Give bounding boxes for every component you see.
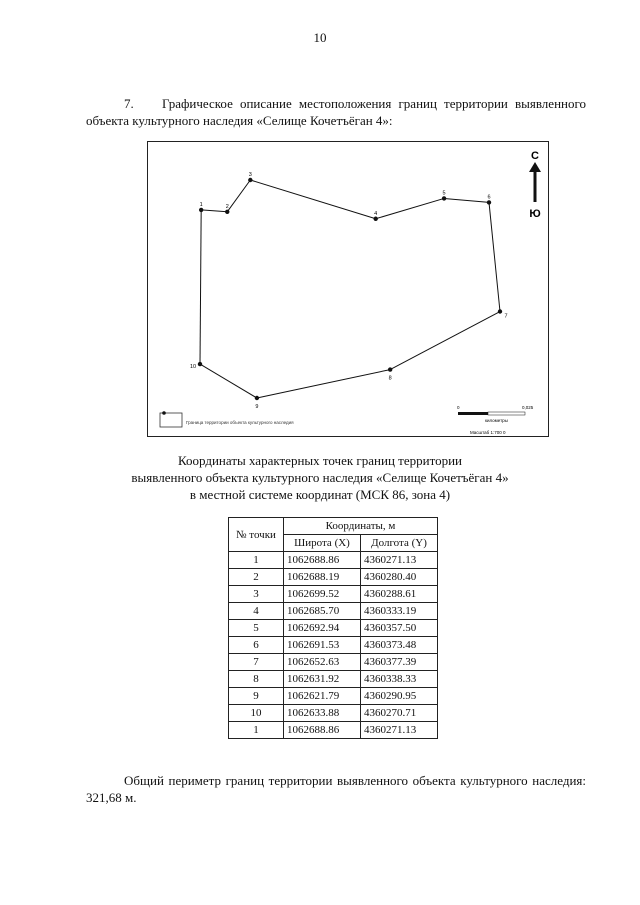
table-row: [229, 671, 438, 688]
cell-longitude: 4360270.71: [361, 705, 438, 722]
cell-latitude: 1062692.94: [284, 620, 361, 637]
cell-point-number: 6: [229, 637, 284, 654]
boundary-point-label: 1: [199, 201, 203, 208]
coordinates-title: [0, 452, 640, 503]
coordinates-table: [228, 517, 438, 739]
table-row: [229, 620, 438, 637]
table-row: [229, 654, 438, 671]
cell-latitude: 1062688.19: [284, 569, 361, 586]
cell-point-number: 1: [229, 722, 284, 739]
cell-longitude: 4360280.40: [361, 569, 438, 586]
cell-point-number: 10: [229, 705, 284, 722]
boundary-point: [374, 217, 378, 221]
coordinates-table-body: [229, 552, 438, 739]
cell-longitude: 4360271.13: [361, 722, 438, 739]
cell-latitude: 1062631.92: [284, 671, 361, 688]
section-heading: [86, 95, 586, 129]
boundary-map-canvas: [148, 142, 550, 438]
table-row: [229, 637, 438, 654]
boundary-point-label: 7: [504, 313, 508, 320]
boundary-segment: [201, 210, 227, 212]
coordinates-title-line-1: Координаты характерных точек границ территории: [178, 453, 462, 468]
legend-text: Граница территории объекта культурного наследия: [186, 420, 294, 425]
boundary-point: [498, 309, 502, 313]
boundary-segment: [390, 312, 500, 370]
table-row: [229, 569, 438, 586]
boundary-point: [255, 396, 259, 400]
header-point-number: № точки: [229, 518, 284, 552]
boundary-point-label: 10: [189, 364, 197, 371]
cell-point-number: 5: [229, 620, 284, 637]
coordinates-title-line-2: выявленного объекта культурного наследия «Селище Кочетъёган 4»: [131, 470, 509, 485]
boundary-map: [147, 141, 549, 437]
cell-longitude: 4360338.33: [361, 671, 438, 688]
table-row: [229, 688, 438, 705]
cell-longitude: 4360271.13: [361, 552, 438, 569]
boundary-point: [442, 196, 446, 200]
boundary-point-label: 6: [487, 194, 491, 201]
scale-end-label: 0,025: [522, 405, 534, 410]
header-latitude: Широта (X): [284, 535, 361, 552]
boundary-point-label: 2: [225, 203, 229, 210]
scale-ratio-label: Масштаб 1:700 0: [470, 430, 506, 435]
cell-latitude: 1062691.53: [284, 637, 361, 654]
table-row: [229, 586, 438, 603]
cell-point-number: 2: [229, 569, 284, 586]
cell-point-number: 8: [229, 671, 284, 688]
boundary-point: [225, 210, 229, 214]
boundary-point-label: 3: [248, 172, 252, 178]
header-coordinates: Координаты, м: [284, 518, 438, 535]
cell-point-number: 9: [229, 688, 284, 705]
cell-longitude: 4360288.61: [361, 586, 438, 603]
boundary-points-layer: [190, 172, 508, 410]
boundary-point-label: 5: [442, 190, 446, 197]
boundary-segment: [489, 202, 500, 311]
map-legend: [160, 411, 294, 427]
boundary-segment: [376, 198, 444, 218]
cell-latitude: 1062699.52: [284, 586, 361, 603]
cell-longitude: 4360377.39: [361, 654, 438, 671]
boundary-segment: [444, 198, 489, 202]
legend-swatch: [160, 413, 182, 427]
compass-north-label: С: [531, 150, 539, 162]
section-number: 7.: [124, 96, 134, 111]
boundary-segment: [227, 180, 250, 212]
table-row: [229, 722, 438, 739]
cell-longitude: 4360333.19: [361, 603, 438, 620]
cell-longitude: 4360290.95: [361, 688, 438, 705]
boundary-point-label: 4: [374, 210, 378, 217]
perimeter-text: Общий периметр границ территории выявленного объекта культурного наследия: 321,68 м.: [86, 773, 586, 805]
boundary-segment: [200, 210, 201, 364]
scale-bar: [457, 405, 534, 435]
scale-bar-white: [488, 412, 525, 415]
boundary-point: [388, 367, 392, 371]
coordinates-title-line-3: в местной системе координат (МСК 86, зона 4): [189, 487, 451, 502]
cell-point-number: 4: [229, 603, 284, 620]
cell-point-number: 1: [229, 552, 284, 569]
cell-point-number: 7: [229, 654, 284, 671]
boundary-point: [248, 178, 252, 182]
cell-latitude: 1062621.79: [284, 688, 361, 705]
boundary-segment: [200, 364, 257, 398]
header-longitude: Долгота (Y): [361, 535, 438, 552]
cell-longitude: 4360373.48: [361, 637, 438, 654]
section-heading-text: Графическое описание местоположения границ территории выявленного объекта культурного наследия «Селище Кочетъёган 4»:: [86, 96, 586, 128]
cell-latitude: 1062652.63: [284, 654, 361, 671]
cell-point-number: 3: [229, 586, 284, 603]
boundary-segment: [257, 370, 390, 398]
boundary-point: [487, 200, 491, 204]
compass: [529, 150, 541, 220]
cell-latitude: 1062633.88: [284, 705, 361, 722]
boundary-segment: [250, 180, 378, 219]
boundary-point-label: 8: [388, 375, 392, 382]
cell-latitude: 1062685.70: [284, 603, 361, 620]
table-row: [229, 552, 438, 569]
table-row: [229, 705, 438, 722]
scale-start-label: 0: [457, 405, 460, 410]
compass-arrowhead-icon: [529, 162, 541, 172]
cell-latitude: 1062688.86: [284, 552, 361, 569]
boundary-point: [198, 362, 202, 366]
table-row: [229, 603, 438, 620]
compass-south-label: Ю: [529, 208, 541, 220]
legend-point-icon: [162, 411, 166, 415]
page-number: 10: [313, 30, 327, 45]
perimeter-statement: [86, 772, 586, 806]
boundary-point-label: 9: [255, 404, 259, 410]
scale-bar-black: [458, 412, 488, 415]
boundary-point: [199, 208, 203, 212]
cell-longitude: 4360357.50: [361, 620, 438, 637]
scale-unit-label: километры: [485, 418, 508, 423]
boundary-layer: [200, 180, 500, 398]
cell-latitude: 1062688.86: [284, 722, 361, 739]
